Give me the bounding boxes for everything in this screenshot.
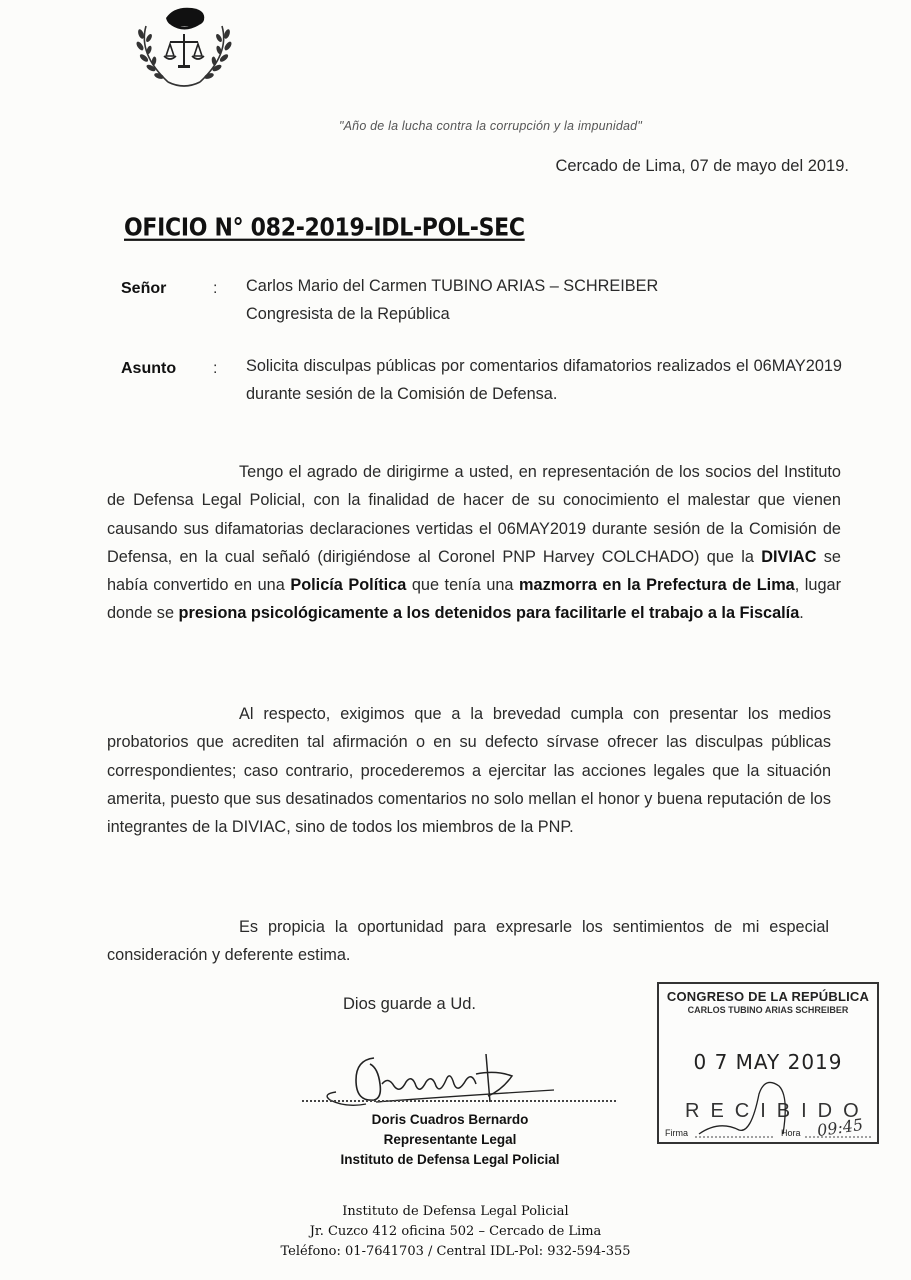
stamp-title: CONGRESO DE LA REPÚBLICA	[666, 989, 870, 1004]
stamp-firma-label: Firma	[665, 1128, 688, 1138]
body-paragraph-2: Al respecto, exigimos que a la brevedad cumpla con presentar los medios probatorios que acrediten tal afirmación o en su defecto sírvase ofrecer las disculpas públicas correspondientes; caso contrario, procederemos a ejercitar las acciones legales que la situación amerita, puesto que sus desatinados comentarios no solo mellan el honor y buena reputación de los integrantes de la DIVIAC, sino de todos los miembros de la PNP.	[107, 705, 831, 837]
reception-stamp	[657, 982, 879, 1144]
emphasis-policia-politica: Policía Política	[290, 576, 407, 595]
stamp-recibido: RECIBIDO	[685, 1100, 870, 1122]
year-motto: "Año de la lucha contra la corrupción y la impunidad"	[339, 119, 642, 133]
signatory-org: Instituto de Defensa Legal Policial	[340, 1152, 560, 1167]
recipient-colon: :	[213, 280, 218, 297]
footer-address: Jr. Cuzco 412 oficina 502 – Cercado de Lima	[309, 1224, 602, 1239]
stamp-hora-value: 09:45	[815, 1114, 865, 1141]
recipient-name: Carlos Mario del Carmen TUBINO ARIAS – SCHREIBER	[246, 277, 659, 295]
emphasis-mazmorra: mazmorra en la Prefectura de Lima	[519, 576, 795, 595]
signatory-name: Doris Cuadros Bernardo	[371, 1112, 529, 1127]
body-paragraph-3: Es propicia la oportunidad para expresarle los sentimientos de mi especial consideración y deferente estima.	[107, 918, 829, 965]
recipient-block	[246, 272, 842, 328]
date-line: Cercado de Lima, 07 de mayo del 2019.	[555, 157, 849, 175]
subject-colon: :	[213, 360, 218, 377]
footer-org: Instituto de Defensa Legal Policial	[342, 1204, 569, 1219]
footer-phone: Teléfono: 01-7641703 / Central IDL-Pol: 932-594-355	[280, 1244, 631, 1259]
signature-line	[302, 1100, 616, 1102]
signatory-role: Representante Legal	[383, 1132, 517, 1147]
subject-text: Solicita disculpas públicas por comentarios difamatorios realizados el 06MAY2019 durante sesión de la Comisión de Defensa.	[246, 357, 842, 403]
emphasis-presiona: presiona psicológicamente a los detenidos para facilitarle el trabajo a la Fiscalía	[178, 604, 800, 623]
body-paragraph-1: Tengo el agrado de dirigirme a usted, en representación de los socios del Instituto de Defensa Legal Policial, con la finalidad de hacer de su conocimiento el malestar que vienen causando sus difamatorias declaraciones vertidas el 06MAY2019 durante sesión de la Comisión de Defensa, en la cual señaló (dirigiéndose al Coronel PNP Harvey COLCHADO) que la DIVIAC se había convertido en una Policía Política que tenía una mazmorra en la Prefectura de Lima, lugar donde se presiona psicológicamente a los detenidos para facilitarle el trabajo a la Fiscalía.	[107, 463, 842, 623]
institution-logo	[128, 4, 240, 96]
emphasis-diviac: DIVIAC	[761, 547, 817, 566]
oficio-number: OFICIO N° 082-2019-IDL-POL-SEC	[124, 214, 525, 242]
stamp-hora-label: Hora	[781, 1128, 801, 1138]
subject-label: Asunto	[121, 360, 177, 377]
signatory-block	[300, 1110, 600, 1170]
stamp-date: 0 7 MAY 2019	[693, 1050, 843, 1074]
recipient-label: Señor	[121, 280, 167, 297]
recipient-role: Congresista de la República	[246, 305, 450, 323]
closing-salutation: Dios guarde a Ud.	[343, 995, 476, 1013]
footer	[0, 1202, 911, 1262]
stamp-subtitle: CARLOS TUBINO ARIAS SCHREIBER	[687, 1005, 849, 1015]
